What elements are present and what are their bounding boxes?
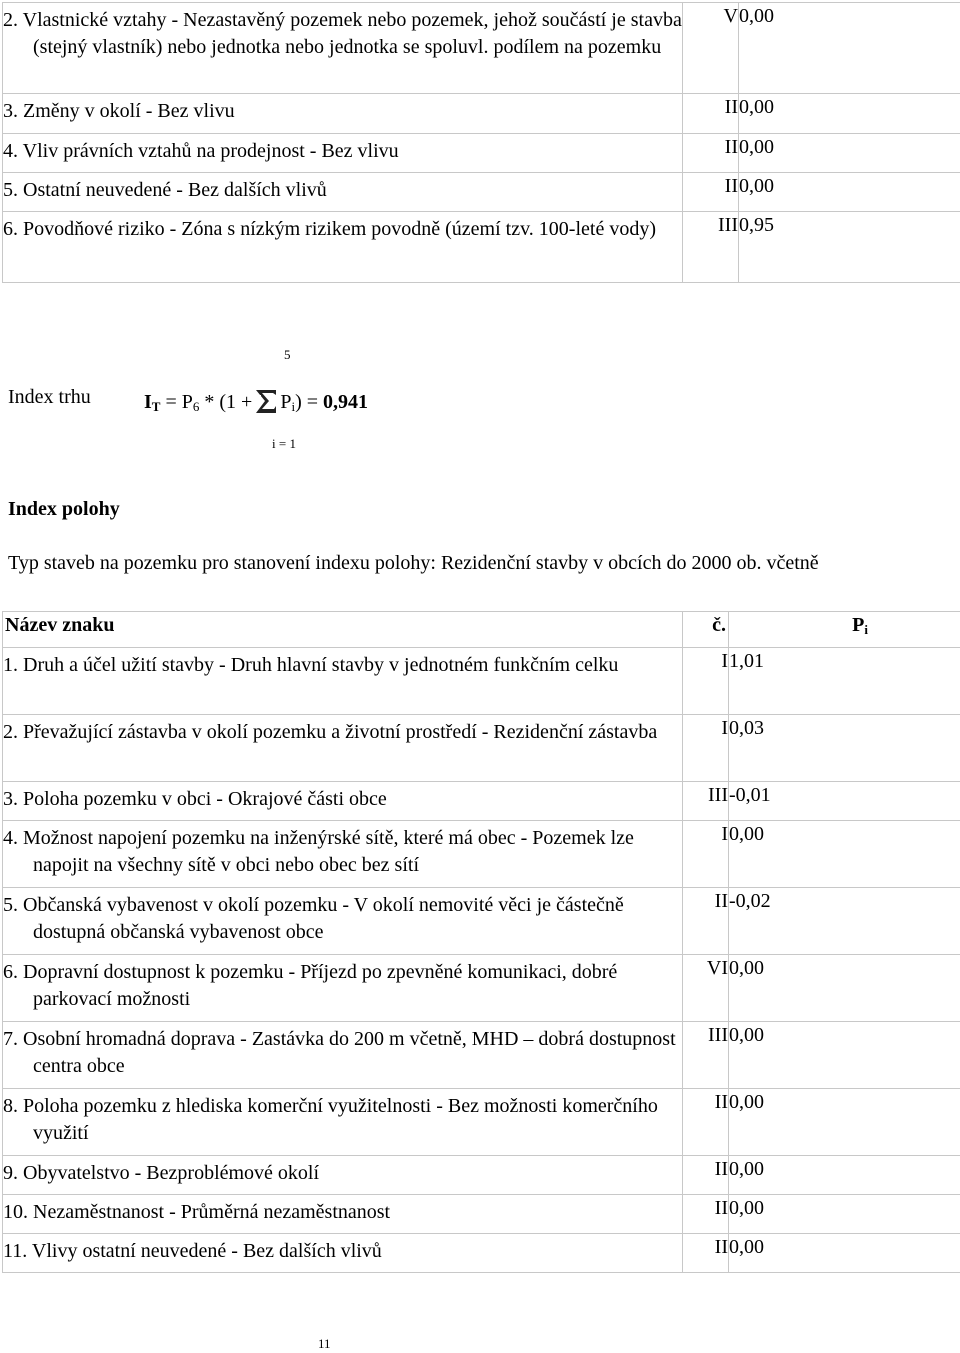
table-row [3, 888, 960, 955]
row-label: 7. Osobní hromadná doprava - Zastávka do 200 m včetně, MHD – dobrá dostupnost centra obce [3, 1028, 676, 1077]
table-row [3, 212, 960, 283]
row-label: 2. Převažující zástavba v okolí pozemku a životní prostředí - Rezidenční zástavba [3, 721, 658, 743]
table-row [3, 173, 960, 212]
row-label: 3. Změny v okolí - Bez vlivu [3, 100, 235, 122]
table-row [3, 1156, 960, 1195]
index-polohy-heading: Index polohy [8, 498, 120, 520]
sigma-icon [252, 386, 280, 416]
row-class: III [683, 212, 739, 283]
row-label: 6. Povodňové riziko - Zóna s nízkým rizikem povodně (území tzv. 100-leté vody) [3, 218, 656, 240]
row-value: 0,00 [739, 134, 960, 173]
table-row [3, 1195, 960, 1234]
sum-lower-limit: i = 1 [272, 436, 296, 451]
row-value: -0,02 [729, 888, 960, 955]
table-row [3, 821, 960, 888]
row-value: 0,00 [729, 1156, 960, 1195]
formula-eq2: * (1 + [204, 391, 253, 413]
row-class: II [683, 134, 739, 173]
row-label: 10. Nezaměstnanost - Průměrná nezaměstnanost [3, 1201, 391, 1223]
row-class: II [683, 888, 729, 955]
row-class: V [683, 3, 739, 94]
row-value: 0,00 [739, 3, 960, 94]
row-value: 0,00 [729, 821, 960, 888]
index-trhu-formula [144, 386, 368, 416]
table-row [3, 3, 960, 94]
row-value: 0,00 [739, 94, 960, 134]
row-class: I [683, 821, 729, 888]
row-class: II [683, 1195, 729, 1234]
header-c: č. [683, 612, 729, 648]
row-label: 1. Druh a účel užití stavby - Druh hlavní stavby v jednotném funkčním celku [3, 654, 619, 676]
formula-pi: P [280, 391, 292, 413]
page-number: 11 [318, 1336, 331, 1351]
header-p [729, 612, 960, 648]
row-class: III [683, 782, 729, 821]
table-index-polohy [2, 611, 960, 1273]
sum-upper-limit: 5 [284, 347, 291, 362]
table-header [3, 612, 960, 648]
row-class: III [683, 1022, 729, 1089]
row-class: I [683, 715, 729, 782]
table-row [3, 715, 960, 782]
formula-eq1: = P [165, 391, 193, 413]
row-class: II [683, 1089, 729, 1156]
row-value: -0,01 [729, 782, 960, 821]
index-trhu-result: 0,941 [323, 391, 369, 413]
row-class: I [683, 648, 729, 715]
row-label: 6. Dopravní dostupnost k pozemku - Příjezd po zpevněné komunikaci, dobré parkovací možnosti [3, 961, 618, 1010]
table-row [3, 955, 960, 1022]
row-class: II [683, 1234, 729, 1273]
table-top [2, 2, 960, 283]
formula-i: I [144, 391, 152, 413]
row-class: II [683, 173, 739, 212]
row-value: 1,01 [729, 648, 960, 715]
row-class: II [683, 94, 739, 134]
header-p-text: P [852, 614, 865, 636]
table-row [3, 94, 960, 134]
formula-pi-sub: i [291, 399, 296, 414]
formula-i-sub: T [151, 399, 161, 414]
table-row [3, 1089, 960, 1156]
formula-p6-sub: 6 [192, 399, 200, 414]
row-label: 4. Možnost napojení pozemku na inženýrské sítě, které má obec - Pozemek lze napojit na všechny sítě v obci nebo obec bez sítí [3, 827, 634, 876]
row-value: 0,00 [729, 955, 960, 1022]
row-label: 5. Ostatní neuvedené - Bez dalších vlivů [3, 179, 327, 201]
row-label: 11. Vlivy ostatní neuvedené - Bez dalších vlivů [3, 1240, 382, 1262]
row-value: 0,00 [729, 1234, 960, 1273]
row-label: 2. Vlastnické vztahy - Nezastavěný pozemek nebo pozemek, jehož součástí je stavba (stejný vlastník) nebo jednotka nebo jednotka se spoluvl. podílem na pozemku [3, 9, 682, 58]
index-trhu-label: Index trhu [8, 386, 91, 408]
row-label: 4. Vliv právních vztahů na prodejnost - Bez vlivu [3, 140, 399, 162]
row-label: 3. Poloha pozemku v obci - Okrajové části obce [3, 788, 387, 810]
row-class: II [683, 1156, 729, 1195]
table-row [3, 648, 960, 715]
row-class: VI [683, 955, 729, 1022]
row-value: 0,95 [739, 212, 960, 283]
header-p-sub: i [864, 622, 868, 637]
row-value: 0,00 [729, 1022, 960, 1089]
row-value: 0,00 [739, 173, 960, 212]
row-label: 8. Poloha pozemku z hlediska komerční využitelnosti - Bez možnosti komerčního využití [3, 1095, 658, 1144]
table-row [3, 1234, 960, 1273]
row-label: 9. Obyvatelstvo - Bezproblémové okolí [3, 1162, 320, 1184]
table-row [3, 1022, 960, 1089]
header-name: Název znaku [3, 612, 683, 648]
row-value: 0,03 [729, 715, 960, 782]
row-value: 0,00 [729, 1195, 960, 1234]
row-value: 0,00 [729, 1089, 960, 1156]
table-row [3, 134, 960, 173]
formula-eq3: ) = [295, 391, 319, 413]
row-label: 5. Občanská vybavenost v okolí pozemku - V okolí nemovité věci je částečně dostupná občanská vybavenost obce [3, 894, 624, 943]
table-row [3, 782, 960, 821]
index-polohy-typ: Typ staveb na pozemku pro stanovení indexu polohy: Rezidenční stavby v obcích do 2000 ob. včetně [8, 552, 819, 574]
